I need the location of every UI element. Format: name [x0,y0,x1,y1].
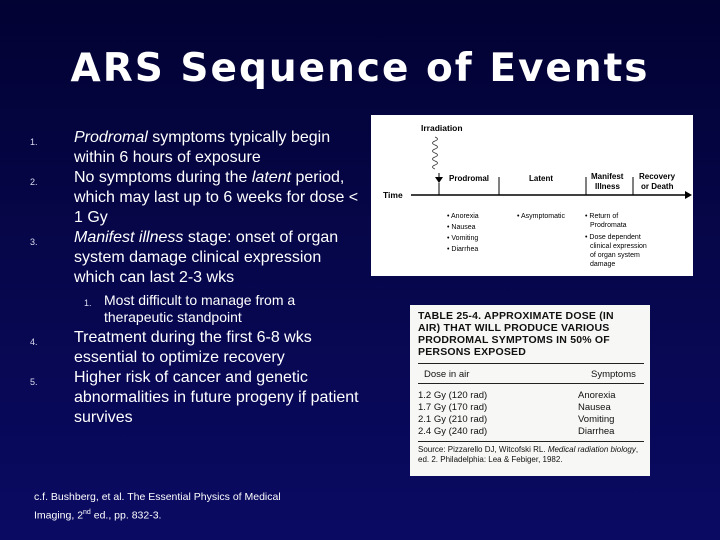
phase-manifest: Manifest [591,172,624,181]
item-number: 2. [30,177,38,187]
item-italic: latent [251,169,291,186]
item-text: stage: onset of organ system damage clinical expression which can last 2-3 wks [74,229,339,286]
list-item [28,328,363,368]
phase-prodromal: Prodromal [449,174,490,183]
radiation-wave [433,137,438,169]
symptom-vomiting: • Vomiting [447,235,479,242]
item-number: 3. [30,237,38,247]
symptom-cell: Anorexia [578,390,616,401]
list-item [28,368,363,428]
timeline-figure [371,115,693,276]
table-row [418,390,642,402]
list-item [28,128,363,168]
manifest-note-5: of organ system [590,252,640,259]
table-source [418,445,646,465]
phase-latent: Latent [529,174,553,183]
table-rule-bottom [418,441,644,442]
citation-footer [34,490,334,524]
sub-list-item [28,292,363,326]
source-italic: Medical radiation biology [547,445,636,454]
list-item [28,228,363,288]
phase-recovery: Recovery [639,172,676,181]
item-text: Higher risk of cancer and genetic abnormalities in future progeny if patient survives [74,369,359,426]
manifest-note-3: • Dose dependent [585,234,641,241]
item-text: Most difficult to manage from a therapeutic standpoint [104,292,296,325]
symptom-asymptomatic: • Asymptomatic [517,213,565,220]
phase-illness: Illness [595,182,620,191]
item-italic: Prodromal [74,129,148,146]
column-header-dose: Dose in air [424,369,470,380]
symptom-cell: Nausea [578,402,611,413]
table-heading-line: PRODROMAL SYMPTOMS IN 50% OF [418,334,610,346]
symptom-cell: Diarrhea [578,426,615,437]
item-number: 5. [30,377,38,387]
citation-sup: nd [83,509,91,516]
manifest-note-1: • Return of [585,213,619,220]
bullet-list [28,128,363,428]
item-text: Treatment during the first 6-8 wks essential to optimize recovery [74,329,312,366]
table-rule-top [418,363,644,364]
item-number: 1. [84,298,92,308]
slide-title: ARS Sequence of Events [70,46,650,91]
dose-table-figure [410,305,650,476]
citation-line-1: c.f. Bushberg, et al. The Essential Physics of Medical [34,491,281,503]
dose-cell: 1.7 Gy (170 rad) [418,402,488,413]
source-text: Source: Pizzarello DJ, Witcofski RL. [418,445,548,454]
time-label: Time [383,190,403,200]
table-heading-line: TABLE 25-4. APPROXIMATE DOSE (IN [418,310,614,322]
table-row [418,414,642,426]
table-heading-line: PERSONS EXPOSED [418,346,527,358]
item-text: No symptoms during the [74,169,252,186]
dose-cell: 2.4 Gy (240 rad) [418,426,488,437]
symptom-diarrhea: • Diarrhea [447,246,479,253]
manifest-note-6: damage [590,261,616,268]
list-item [28,168,363,228]
manifest-note-2: Prodromata [590,222,627,229]
item-italic: Manifest illness [74,229,184,246]
timeline-diagram [371,115,693,276]
manifest-note-4: clinical expression [590,243,647,250]
item-text: symptoms typically begin within 6 hours of exposure [74,129,331,166]
citation-text: Imaging, 2 [34,509,84,522]
table-rule-header [418,383,644,384]
table-heading [418,310,644,358]
citation-text: ed., pp. 832-3. [90,509,162,522]
dose-cell: 2.1 Gy (210 rad) [418,414,488,425]
citation-line-2 [34,505,334,524]
irradiation-label: Irradiation [421,123,463,133]
item-text: period, which may last up to 6 weeks for dose < 1 Gy [74,169,359,226]
table-heading-line: AIR) THAT WILL PRODUCE VARIOUS [418,322,610,334]
item-number: 1. [30,137,38,147]
column-header-symptoms: Symptoms [591,369,636,380]
dose-cell: 1.2 Gy (120 rad) [418,390,488,401]
symptom-anorexia: • Anorexia [447,213,479,220]
table-row [418,426,642,438]
table-row [418,402,642,414]
symptom-nausea: • Nausea [447,224,476,231]
arrow-down-icon [435,177,443,183]
axis-arrow-icon [685,191,692,199]
item-number: 4. [30,337,38,347]
source-text: , ed. 2. Philadelphia: Lea & Febiger, 1982. [418,445,639,464]
phase-death: or Death [641,182,674,191]
symptom-cell: Vomiting [578,414,615,425]
